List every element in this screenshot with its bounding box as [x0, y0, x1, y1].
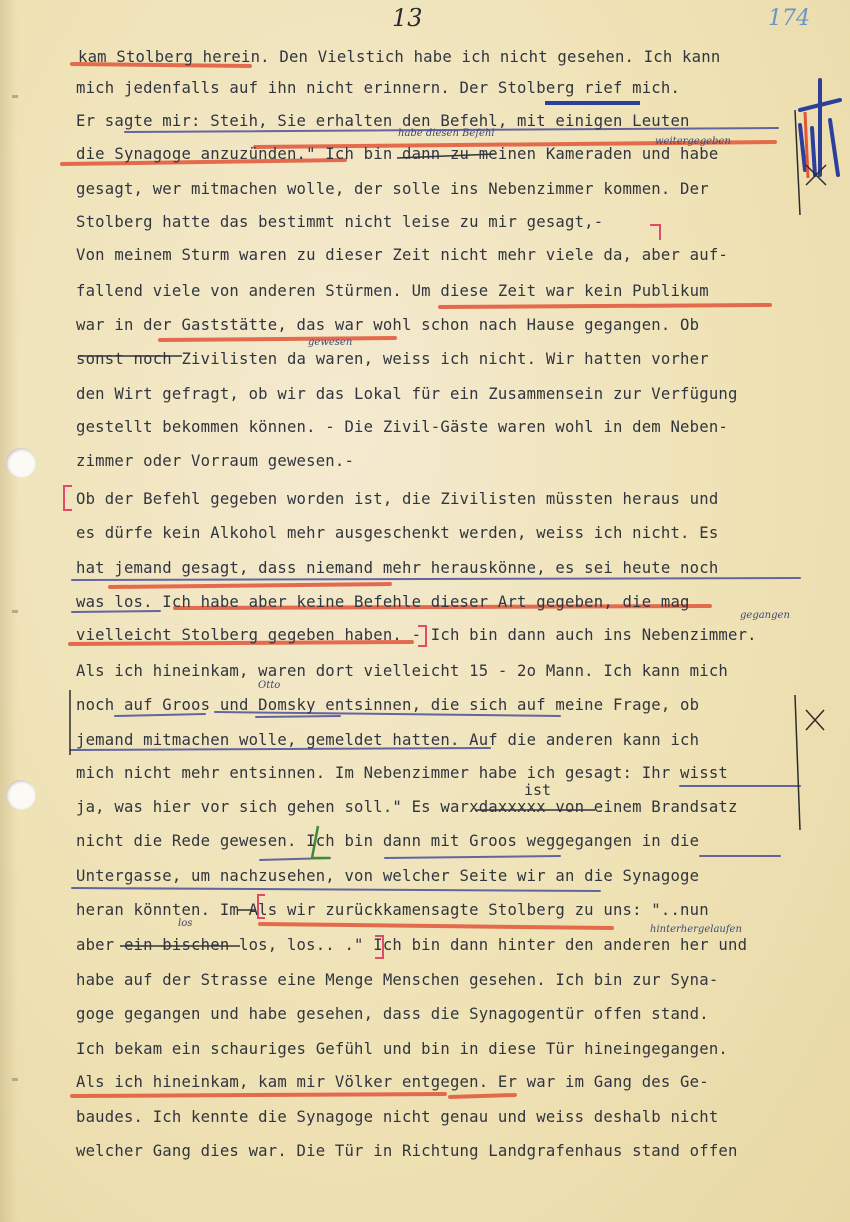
archive-number: 174	[768, 6, 810, 31]
handwritten-annotation: los	[178, 918, 193, 929]
handwritten-annotation: gewesen	[308, 337, 353, 348]
text-line: hat jemand gesagt, dass niemand mehr herauskönne, es sei heute noch	[76, 559, 719, 577]
handwritten-annotation: Otto	[258, 680, 281, 691]
handwritten-annotation: habe diesen Befehl	[398, 128, 495, 139]
text-line: sonst noch Zivilisten da waren, weiss ich nicht. Wir hatten vorher	[76, 350, 709, 368]
page-number: 13	[392, 4, 423, 32]
text-line: den Wirt gefragt, ob wir das Lokal für ein Zusammensein zur Verfügung	[76, 385, 738, 403]
text-line: ja, was hier vor sich gehen soll." Es warxdaxxxxx von einem Brandsatz	[76, 798, 738, 816]
text-line: baudes. Ich kennte die Synagoge nicht genau und weiss deshalb nicht	[76, 1108, 719, 1126]
text-line: mich jedenfalls auf ihn nicht erinnern. Der Stolberg rief mich.	[76, 79, 681, 97]
text-line: heran könnten. Im Als wir zurückkamensagte Stolberg zu uns: "..nun	[76, 901, 709, 919]
text-line: nicht die Rede gewesen. Ich bin dann mit Groos weggegangen in die	[76, 832, 700, 850]
text-line: aber ein bischen los, los.. ." Ich bin dann hinter den anderen her und	[76, 936, 748, 954]
text-line: habe auf der Strasse eine Menge Menschen gesehen. Ich bin zur Syna-	[76, 971, 719, 989]
text-line: mich nicht mehr entsinnen. Im Nebenzimmer habe ich gesagt: Ihr wisst	[76, 764, 728, 782]
text-line: Als ich hineinkam, waren dort vielleicht 15 - 2o Mann. Ich kann mich	[76, 662, 728, 680]
text-line: welcher Gang dies war. Die Tür in Richtung Landgrafenhaus stand offen	[76, 1142, 738, 1160]
text-line: kam Stolberg herein. Den Vielstich habe ich nicht gesehen. Ich kann	[78, 48, 721, 66]
text-line: goge gegangen und habe gesehen, dass die Synagogentür offen stand.	[76, 1005, 709, 1023]
text-line: war in der Gaststätte, das war wohl schon nach Hause gegangen. Ob	[76, 316, 700, 334]
handwritten-annotation: hinterhergelaufen	[650, 924, 742, 935]
handwritten-annotation: weitergegeben	[655, 136, 731, 147]
text-line: vielleicht Stolberg gegeben haben. - Ich bin dann auch ins Nebenzimmer.	[76, 626, 757, 644]
text-line: Ich bekam ein schauriges Gefühl und bin in diese Tür hineingegangen.	[76, 1040, 728, 1058]
text-line: Ob der Befehl gegeben worden ist, die Zivilisten müssten heraus und	[76, 490, 719, 508]
text-line: Von meinem Sturm waren zu dieser Zeit nicht mehr viele da, aber auf-	[76, 246, 728, 264]
typed-insertion: ist	[524, 781, 552, 799]
text-line: fallend viele von anderen Stürmen. Um diese Zeit war kein Publikum	[76, 282, 709, 300]
text-line: Er sagte mir: Steih, Sie erhalten den Befehl, mit einigen Leuten	[76, 112, 690, 130]
text-line: die Synagoge anzuzünden." Ich bin dann zu meinen Kameraden und habe	[76, 145, 719, 163]
text-line: zimmer oder Vorraum gewesen.-	[76, 452, 355, 470]
text-line: Als ich hineinkam, kam mir Völker entgegen. Er war im Gang des Ge-	[76, 1073, 709, 1091]
text-line: es dürfe kein Alkohol mehr ausgeschenkt werden, weiss ich nicht. Es	[76, 524, 719, 542]
text-line: Untergasse, um nachzusehen, von welcher Seite wir an die Synagoge	[76, 867, 700, 885]
text-line: jemand mitmachen wolle, gemeldet hatten. Auf die anderen kann ich	[76, 731, 700, 749]
text-line: gestellt bekommen können. - Die Zivil-Gäste waren wohl in dem Neben-	[76, 418, 728, 436]
text-line: noch auf Groos und Domsky entsinnen, die sich auf meine Frage, ob	[76, 696, 700, 714]
handwritten-annotation: gegangen	[740, 610, 790, 621]
text-line: gesagt, wer mitmachen wolle, der solle ins Nebenzimmer kommen. Der	[76, 180, 709, 198]
text-line: Stolberg hatte das bestimmt nicht leise zu mir gesagt,-	[76, 213, 604, 231]
text-line: was los. Ich habe aber keine Befehle dieser Art gegeben, die mag	[76, 593, 690, 611]
